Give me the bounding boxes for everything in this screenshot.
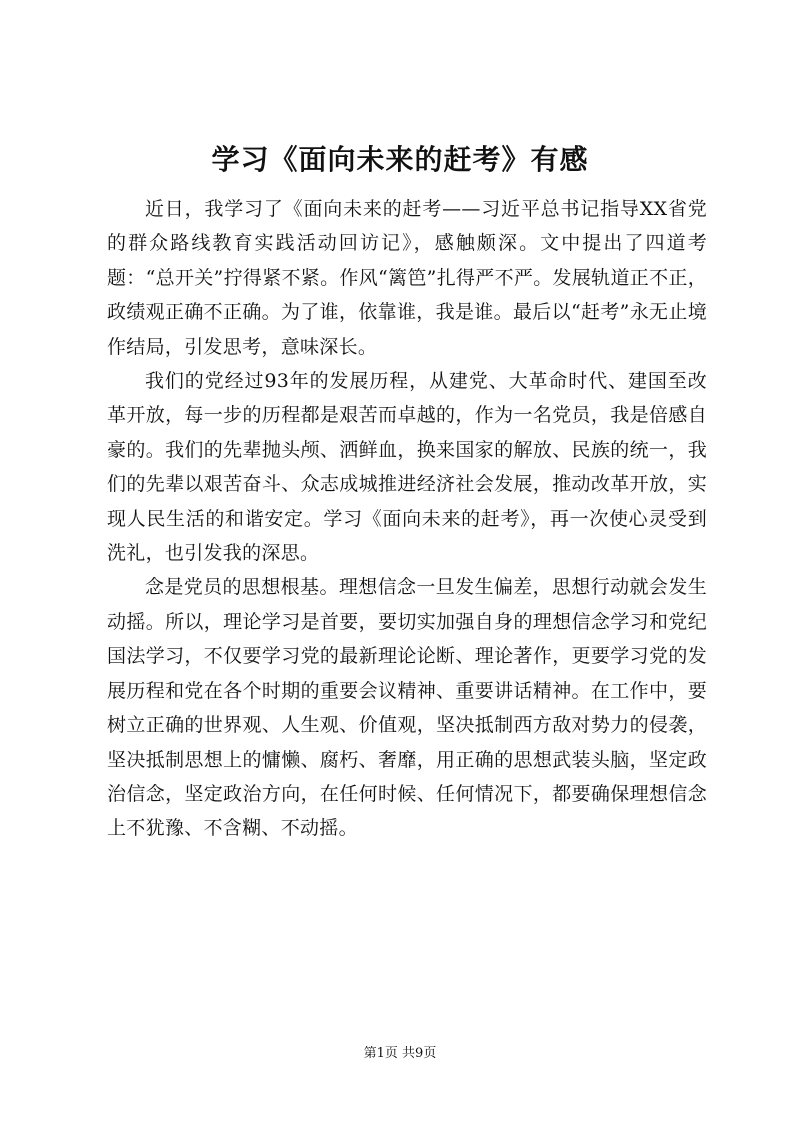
paragraph-2: 我们的党经过93年的发展历程，从建党、大革命时代、建国至改革开放，每一步的历程都是艰苦而卓越的，作为一名党员，我是倍感自豪的。我们的先辈抛头颅、洒鲜血，换来国家的解放、民族的统一，我们的先辈以艰苦奋斗、众志成城推进经济社会发展，推动改革开放，实现人民生活的和谐安定。学习《面向未来的赶考》，再一次使心灵受到洗礼，也引发我的深思。 [107, 370, 707, 565]
document-title: 学习《面向未来的赶考》有感 [211, 143, 589, 176]
paragraph-1: 近日，我学习了《面向未来的赶考——习近平总书记指导XX省党的群众路线教育实践活动回访记》，感触颇深。文中提出了四道考题：“总开关”拧得紧不紧。作风“篱笆”扎得严不严。发展轨道正不正，政绩观正确不正确。为了谁，依靠谁，我是谁。最后以“赶考”永无止境作结局，引发思考，意味深长。 [107, 198, 707, 358]
paragraph-3: 念是党员的思想根基。理想信念一旦发生偏差，思想行动就会发生动摇。所以，理论学习是首要，要切实加强自身的理想信念学习和党纪国法学习，不仅要学习党的最新理论论断、理论著作，更要学习党的发展历程和党在各个时期的重要会议精神、重要讲话精神。在工作中，要树立正确的世界观、人生观、价值观，坚决抵制西方敌对势力的侵袭，坚决抵制思想上的慵懒、腐朽、奢靡，用正确的思想武装头脑，坚定政治信念，坚定政治方向，在任何时候、任何情况下，都要确保理想信念上不犹豫、不含糊、不动摇。 [107, 576, 707, 840]
page-number-footer: 第1页 共9页 [363, 1046, 437, 1061]
document-body [107, 192, 707, 846]
